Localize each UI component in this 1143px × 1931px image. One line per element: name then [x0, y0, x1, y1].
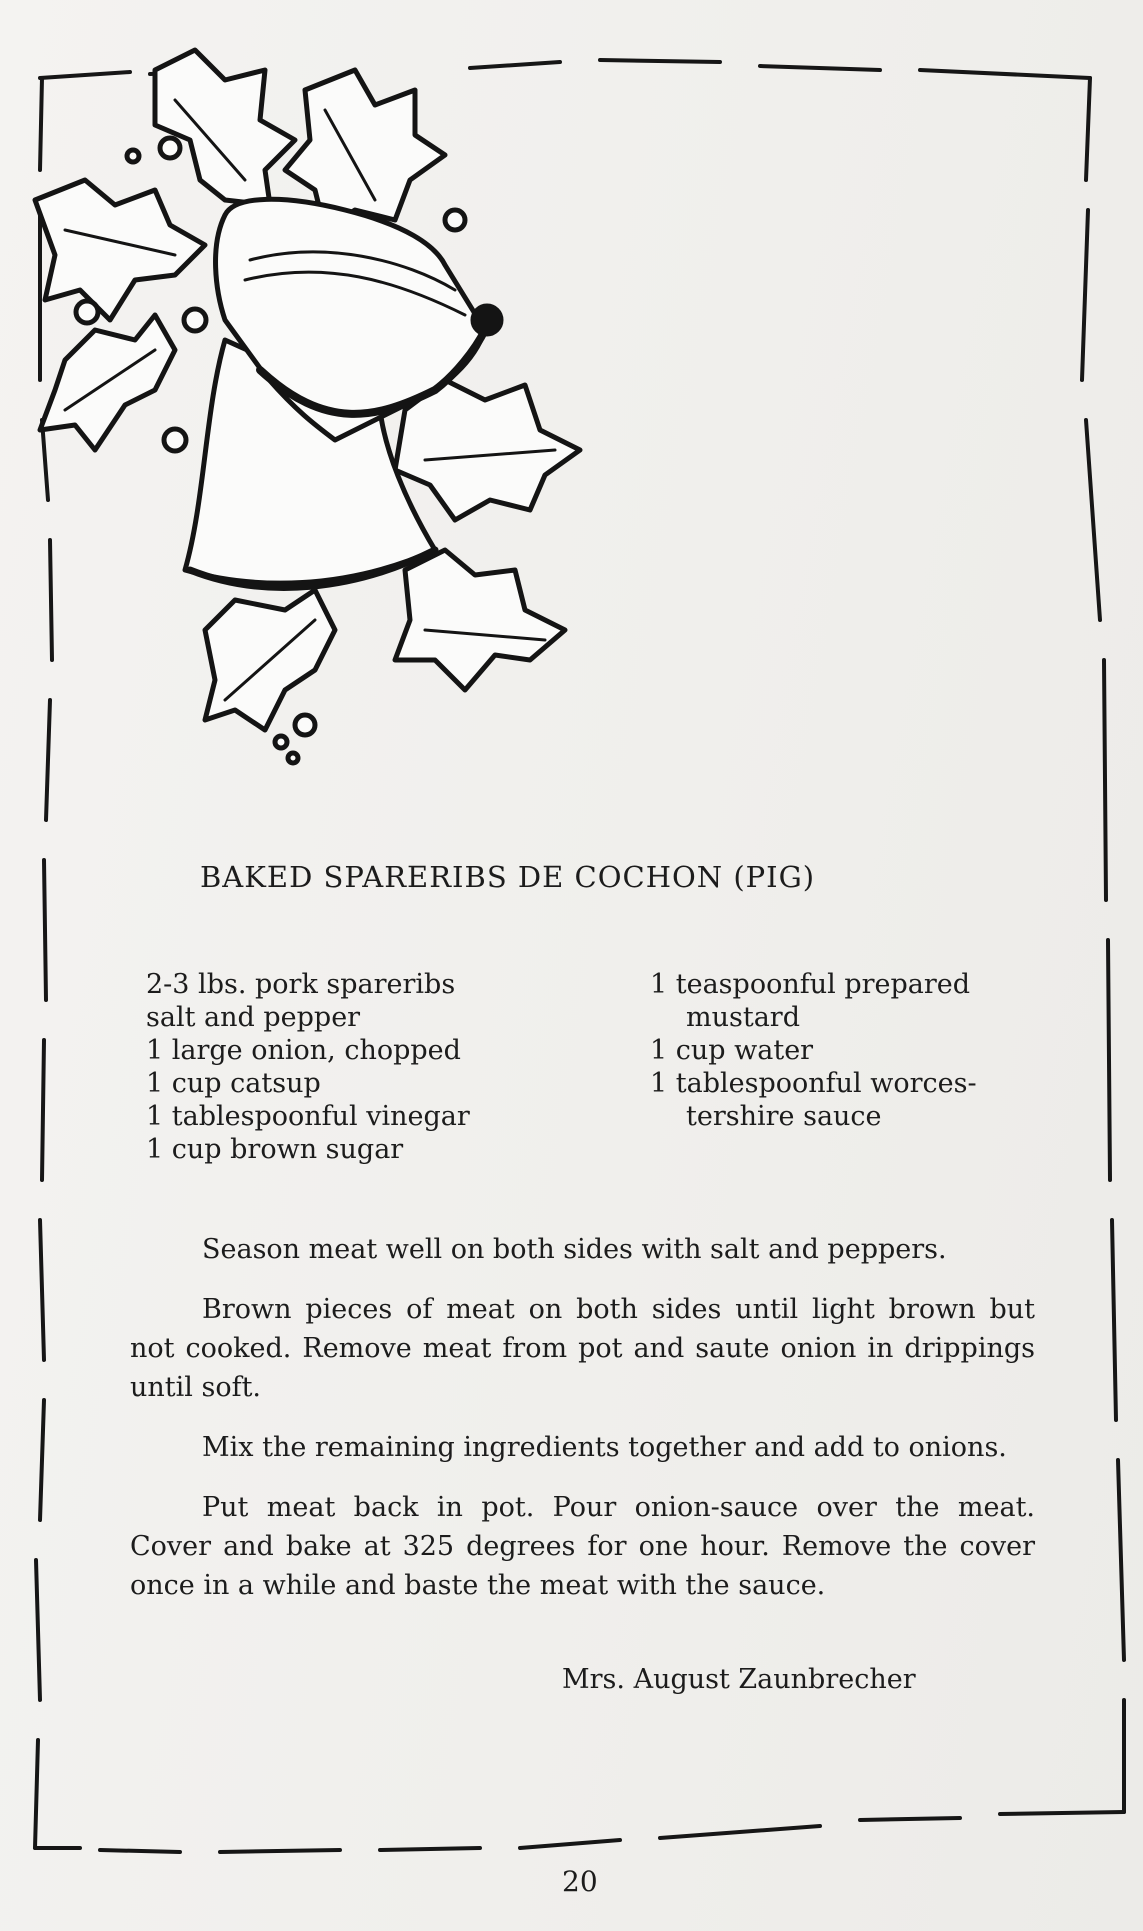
- ingredient-item: 1 cup catsup: [146, 1068, 321, 1099]
- recipe-author: Mrs. August Zaunbrecher: [562, 1664, 916, 1695]
- instructions: [130, 1230, 1035, 1626]
- ingredient-item: 1 large onion, chopped: [146, 1035, 461, 1066]
- ingredient-item-continued: mustard: [686, 1002, 800, 1033]
- ingredient-item: 1 cup water: [650, 1035, 814, 1066]
- ingredient-item-continued: tershire sauce: [686, 1101, 882, 1132]
- recipe-title: BAKED SPARERIBS DE COCHON (PIG): [200, 860, 816, 894]
- ingredient-item: salt and pepper: [146, 1002, 361, 1033]
- ingredient-item: 2-3 lbs. pork spareribs: [146, 969, 456, 1000]
- ingredient-item: 1 teaspoonful prepared: [650, 969, 971, 1000]
- ingredient-item: 1 tablespoonful vinegar: [146, 1101, 470, 1132]
- bell-holly-icon: [25, 30, 615, 770]
- instruction-paragraph: Put meat back in pot. Pour onion-sauce over the meat. Cover and bake at 325 degrees for one hour. Remove the cover once in a while and baste the meat with the sauce.: [130, 1492, 1035, 1601]
- ingredient-item: 1 tablespoonful worces-: [650, 1068, 977, 1099]
- instruction-paragraph: Mix the remaining ingredients together and add to onions.: [202, 1432, 1007, 1463]
- instruction-paragraph: Season meat well on both sides with salt and peppers.: [202, 1234, 947, 1265]
- page-number: 20: [562, 1865, 598, 1898]
- ingredients-right-column: [650, 968, 977, 1133]
- instruction-paragraph: Brown pieces of meat on both sides until light brown but not cooked. Remove meat from pot and saute onion in drippings until soft.: [130, 1294, 1035, 1403]
- ingredient-item: 1 cup brown sugar: [146, 1134, 404, 1165]
- ingredients-left-column: [146, 968, 470, 1166]
